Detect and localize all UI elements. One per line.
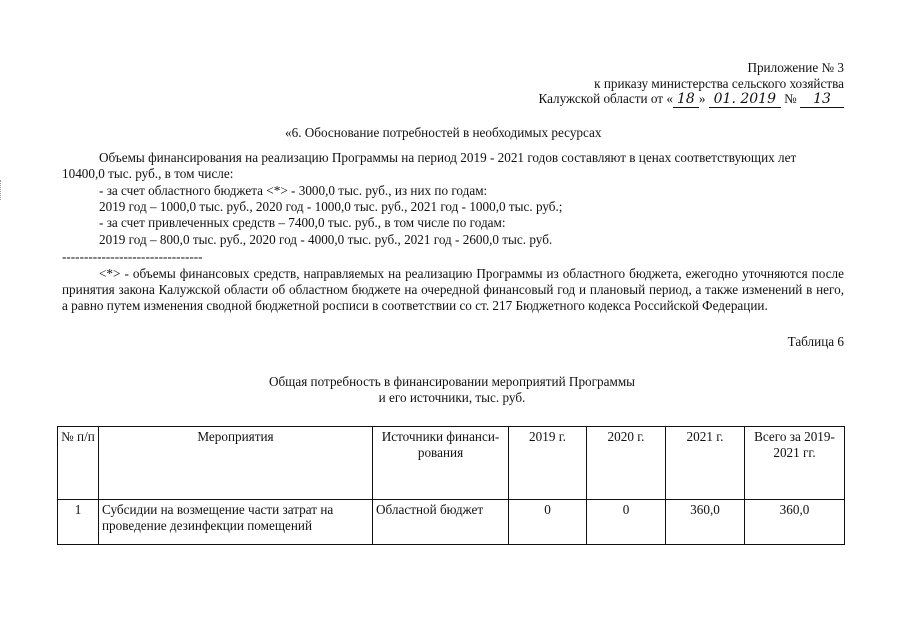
cell-total: 360,0 bbox=[745, 500, 845, 545]
number-label: № bbox=[784, 91, 797, 106]
header-sources: Источники финанси-рования bbox=[373, 427, 509, 500]
cell-activity: Субсидии на возмещение части затрат на проведение дезинфекции помещений bbox=[99, 500, 373, 545]
cell-2020: 0 bbox=[587, 500, 666, 545]
header-activities: Мероприятия bbox=[99, 427, 373, 500]
header-2020: 2020 г. bbox=[587, 427, 666, 500]
funding-paragraph: Объемы финансирования на реализацию Программы на период 2019 - 2021 годов составляют в ценах соответствующих лет bbox=[99, 150, 797, 165]
financing-table bbox=[57, 426, 845, 545]
cell-2021: 360,0 bbox=[666, 500, 745, 545]
cell-number: 1 bbox=[58, 500, 99, 545]
date-month-year: 01. 2019 bbox=[709, 91, 781, 108]
order-reference: к приказу министерства сельского хозяйства bbox=[594, 76, 844, 91]
funding-total: 10400,0 тыс. руб., в том числе: bbox=[62, 166, 234, 181]
table-label: Таблица 6 bbox=[787, 334, 844, 349]
footnote-divider: -------------------------------- bbox=[62, 249, 203, 264]
section-title: «6. Обоснование потребностей в необходимых ресурсах bbox=[285, 125, 602, 140]
attracted-funds-line: - за счет привлеченных средств – 7400,0 тыс. руб., в том числе по годам: bbox=[99, 215, 506, 230]
header-2019: 2019 г. bbox=[509, 427, 587, 500]
order-date-line bbox=[538, 91, 844, 108]
header-number: № п/п bbox=[58, 427, 99, 500]
table-row bbox=[58, 500, 845, 545]
table-title-line1: Общая потребность в финансировании мероприятий Программы bbox=[268, 374, 636, 389]
cell-source: Областной бюджет bbox=[373, 500, 509, 545]
regional-budget-years: 2019 год – 1000,0 тыс. руб., 2020 год - 1000,0 тыс. руб., 2021 год - 1000,0 тыс. руб.; bbox=[99, 199, 563, 214]
scan-edge-marks bbox=[0, 180, 4, 200]
appendix-number: Приложение № 3 bbox=[747, 60, 844, 75]
table-header-row bbox=[58, 427, 845, 500]
date-day: 18 bbox=[673, 91, 699, 108]
header-2021: 2021 г. bbox=[666, 427, 745, 500]
date-mid: » bbox=[698, 91, 706, 106]
header-total: Всего за 2019-2021 гг. bbox=[745, 427, 845, 500]
footnote-text: <*> - объемы финансовых средств, направляемых на реализацию Программы из областного бюджета, ежегодно уточняются после принятия закона Калужской области об областном бюджете на очередной финансовый год и плановый период, а также изменений в него, а равно путем изменения сводной бюджетной росписи в соответствии со ст. 217 Бюджетного кодекса Российской Федерации. bbox=[62, 266, 844, 313]
order-number: 13 bbox=[800, 91, 844, 108]
table-title-line2: и его источники, тыс. руб. bbox=[378, 390, 526, 405]
date-prefix: Калужской области от « bbox=[538, 91, 673, 106]
attracted-funds-years: 2019 год – 800,0 тыс. руб., 2020 год - 4000,0 тыс. руб., 2021 год - 2600,0 тыс. руб. bbox=[99, 232, 553, 247]
cell-2019: 0 bbox=[509, 500, 587, 545]
regional-budget-line: - за счет областного бюджета <*> - 3000,0 тыс. руб., из них по годам: bbox=[99, 183, 488, 198]
